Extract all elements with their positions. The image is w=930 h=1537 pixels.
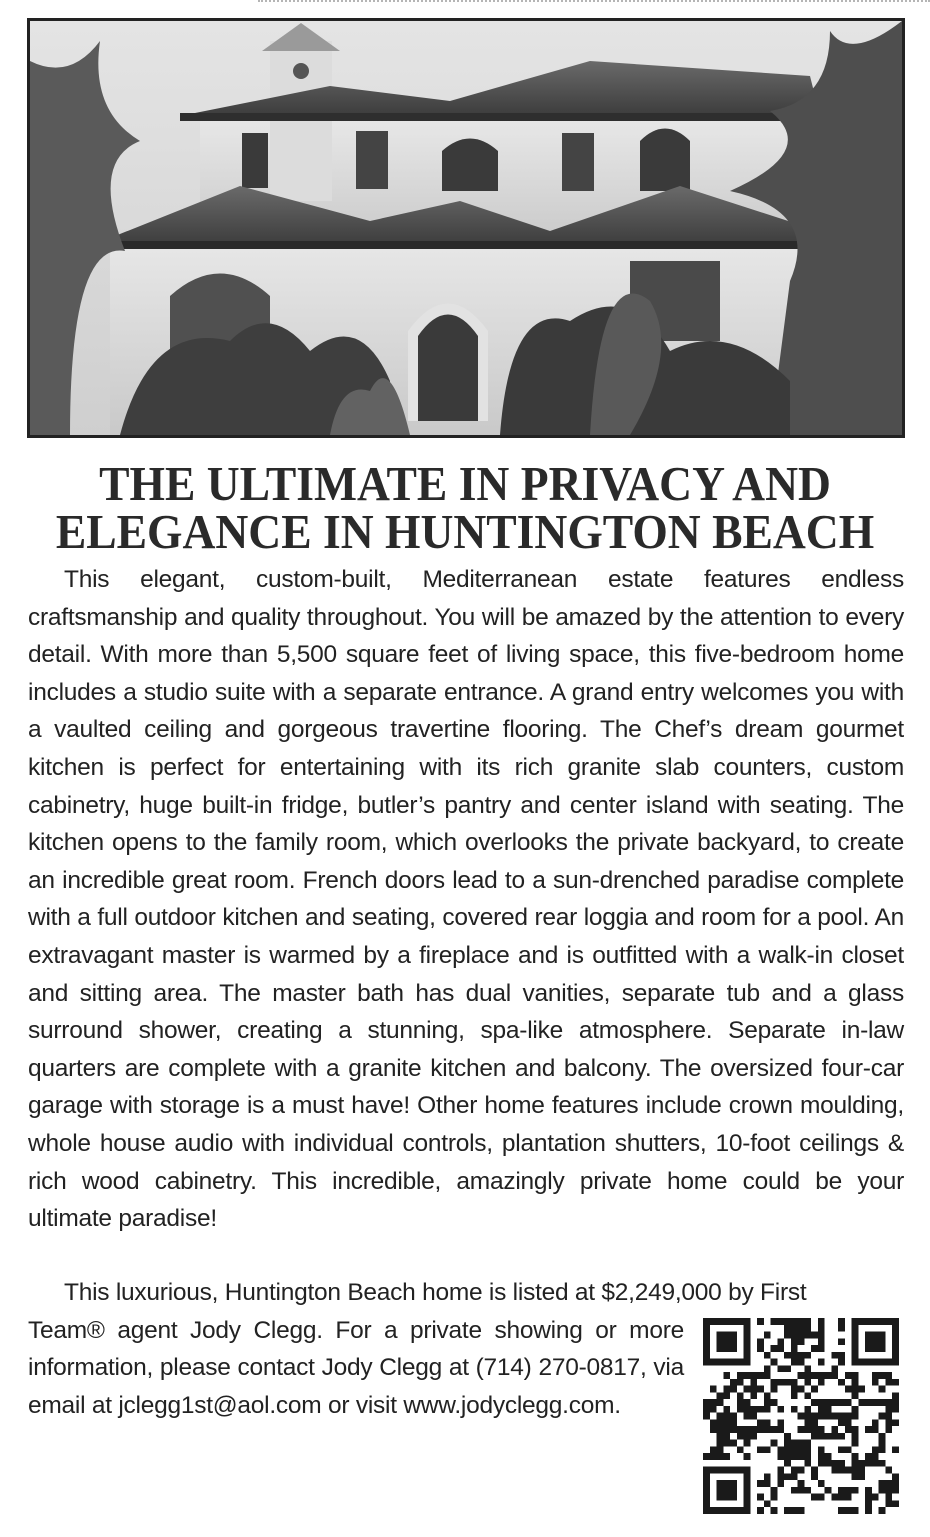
qr-code[interactable] [703, 1318, 899, 1514]
qr-code-icon [703, 1318, 899, 1514]
house-photo [27, 18, 905, 438]
price-line: This luxurious, Huntington Beach home is listed at $2,249,000 by First [64, 1279, 807, 1306]
listing-headline: THE ULTIMATE IN PRIVACY AND ELEGANCE IN HUNTINGTON BEACH [55, 456, 875, 559]
top-dotted-rule [258, 0, 930, 6]
contact-info: Team® agent Jody Clegg. For a private showing or more information, please contact Jody Clegg at (714) 270-0817, via email at jclegg1st@aol.com or visit www.jodyclegg.com. [28, 1316, 684, 1419]
description-paragraph: This elegant, custom-built, Mediterranean estate features endless craftsmanship and quality throughout. You will be amazed by the attention to every detail. With more than 5,500 square feet of living space, this five-bedroom home includes a studio suite with a separate entrance. A grand entry welcomes you with a vaulted ceiling and gorgeous travertine flooring. The Chef’s dream gourmet kitchen is perfect for entertaining with its rich granite slab counters, custom cabinetry, huge built-in fridge, butler’s pantry and center island with seating. The kitchen opens to the family room, which overlooks the private backyard, to create an incredible great room. French doors lead to a sun-drenched paradise complete with a full outdoor kitchen and seating, covered rear loggia and room for a pool. An extravagant master is warmed by a fireplace and is outfitted with a walk-in closet and sitting area. The master bath has dual vanities, separate tub and a glass surround shower, creating a stunning, spa-like atmosphere. Separate in-law quarters are complete with a granite kitchen and balcony. The oversized four-car garage with storage is a must have! Other home features include crown moulding, whole house audio with individual controls, plantation shutters, 10-foot ceilings & rich wood cabinetry. This incredible, amazingly private home could be your ultimate paradise! [28, 566, 904, 1233]
mediterranean-house-photo-icon [30, 21, 902, 435]
listing-description [28, 561, 904, 1238]
